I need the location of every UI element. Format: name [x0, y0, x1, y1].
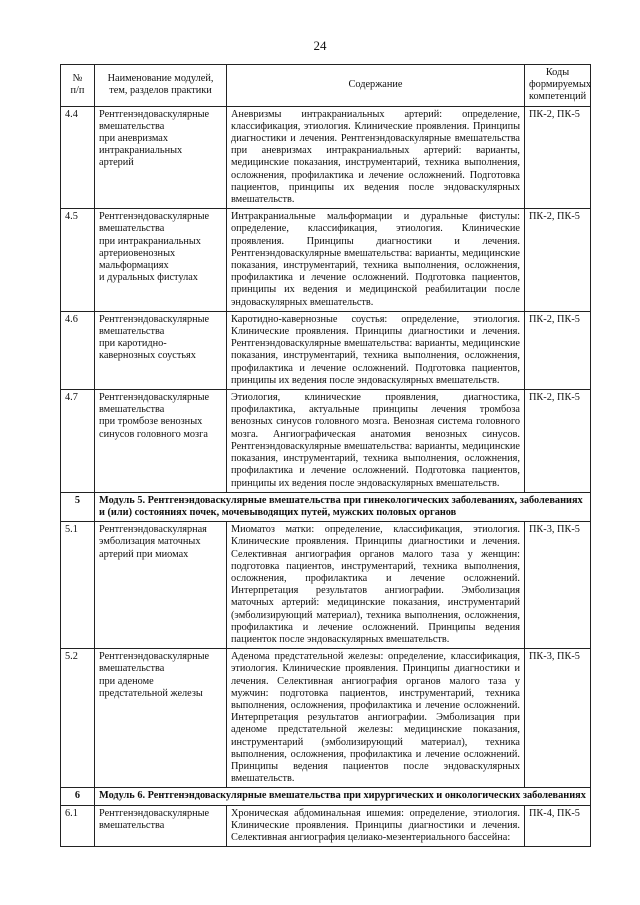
table-row: [61, 805, 591, 847]
module-number: 6: [61, 788, 95, 805]
table-row: [61, 106, 591, 209]
curriculum-table: [60, 64, 591, 847]
page-number: 24: [313, 38, 327, 53]
table-row: [61, 311, 591, 389]
competency-codes: ПК-3, ПК-5: [525, 522, 591, 649]
topic-name: Рентгенэндоваскулярные вмешательства при аневризмах интракраниальных артерий: [95, 106, 227, 209]
competency-codes: ПК-2, ПК-5: [525, 390, 591, 493]
topic-name: Рентгенэндоваскулярные вмешательства: [95, 805, 227, 847]
table-body: [61, 106, 591, 847]
table-header-row: [61, 65, 591, 107]
topic-name: Рентгенэндоваскулярные вмешательства при каротидно- кавернозных соустьях: [95, 311, 227, 389]
table-row: [61, 649, 591, 788]
module-title: Модуль 6. Рентгенэндоваскулярные вмешательства при хирургических и онкологических заболеваниях: [95, 788, 591, 805]
module-title: Модуль 5. Рентгенэндоваскулярные вмешательства при гинекологических заболеваниях, заболеваниях и (или) состояниях почек, мочевыводящих путей, мужских половых органов: [95, 492, 591, 521]
topic-name: Рентгенэндоваскулярные вмешательства при аденоме предстательной железы: [95, 649, 227, 788]
topic-content: Этиология, клинические проявления, диагностика, профилактика, актуальные принципы лечения тромбоза венозных синусов головного мозга. Венозная система головного мозга. Ангиографическая анатомия венозных синусов. Рентгенэндоваскулярные вмешательства: варианты, медицинские показания, инструментарий, техника выполнения, осложнения, профилактика и лечение осложнений. Подготовка пациентов, принципы их ведения после эндоваскулярных вмешательств.: [227, 390, 525, 493]
topic-name: Рентгенэндоваскулярная эмболизация маточных артерий при миомах: [95, 522, 227, 649]
header-codes: Коды формируемых компетенций: [525, 65, 591, 107]
competency-codes: ПК-2, ПК-5: [525, 311, 591, 389]
table-row: [61, 390, 591, 493]
module-number: 5: [61, 492, 95, 521]
row-number: 4.6: [61, 311, 95, 389]
topic-name: Рентгенэндоваскулярные вмешательства при тромбозе венозных синусов головного мозга: [95, 390, 227, 493]
row-number: 5.2: [61, 649, 95, 788]
module-row: [61, 492, 591, 521]
competency-codes: ПК-4, ПК-5: [525, 805, 591, 847]
competency-codes: ПК-2, ПК-5: [525, 106, 591, 209]
header-name: Наименование модулей, тем, разделов практики: [95, 65, 227, 107]
row-number: 6.1: [61, 805, 95, 847]
header-content: Содержание: [227, 65, 525, 107]
module-row: [61, 788, 591, 805]
competency-codes: ПК-2, ПК-5: [525, 209, 591, 312]
table-row: [61, 522, 591, 649]
topic-content: Интракраниальные мальформации и дуральные фистулы: определение, классификация, этиология. Клинические проявления. Принципы диагностики и лечения. Рентгенэндоваскулярные вмешательства: варианты, медицинские показания, инструментарий, техника выполнения, осложнения, профилактика и лечение осложнений. Подготовка пациентов, принципы их ведения и медицинской реабилитации после эндоваскулярных вмешательств.: [227, 209, 525, 312]
row-number: 4.4: [61, 106, 95, 209]
competency-codes: ПК-3, ПК-5: [525, 649, 591, 788]
row-number: 4.7: [61, 390, 95, 493]
topic-name: Рентгенэндоваскулярные вмешательства при интракраниальных артериовенозных мальформациях и дуральных фистулах: [95, 209, 227, 312]
row-number: 4.5: [61, 209, 95, 312]
topic-content: Каротидно-кавернозные соустья: определение, этиология. Клинические проявления. Принципы диагностики и лечения. Рентгенэндоваскулярные вмешательства: варианты, медицинские показания, инструментарий, техника выполнения, осложнения, профилактика и лечение осложнений. Подготовка пациентов, принципы их ведения после эндоваскулярных вмешательств.: [227, 311, 525, 389]
topic-content: Миоматоз матки: определение, классификация, этиология. Клинические проявления. Принципы диагностики и лечения. Селективная ангиография органов малого таза у женщин: подготовка пациентов, инструментарий, техника выполнения, осложнения, профилактика и лечение осложнений. Интерпретация результатов ангиографии. Эмболизация маточных артерий: медицинские показания, инструментарий (эмболизирующий материал), техника выполнения, осложнения, профилактика и лечение осложнений. Принципы ведения пациенток после эндоваскулярных вмешательств.: [227, 522, 525, 649]
row-number: 5.1: [61, 522, 95, 649]
header-num: № п/п: [61, 65, 95, 107]
topic-content: Хроническая абдоминальная ишемия: определение, этиология. Клинические проявления. Принципы диагностики и лечения. Селективная ангиография целиако-мезентериального бассейна:: [227, 805, 525, 847]
table-row: [61, 209, 591, 312]
topic-content: Аневризмы интракраниальных артерий: определение, классификация, этиология. Клинические проявления. Принципы диагностики и лечения. Рентгенэндоваскулярные вмешательства при аневризмах интракраниальных артерий: варианты, медицинские показания, инструментарий, техника выполнения, осложнения, профилактика и лечение осложнений. Подготовка пациентов, принципы их ведения после эндоваскулярных вмешательств.: [227, 106, 525, 209]
topic-content: Аденома предстательной железы: определение, классификация, этиология. Клинические проявления. Принципы диагностики и лечения. Селективная ангиография органов малого таза у мужчин: подготовка пациентов, инструментарий, техника выполнения, осложнения, профилактика и лечение осложнений. Интерпретация результатов ангиографии. Эмболизация при аденоме предстательной железы: медицинские показания, инструментарий (эмболизирующий материал), техника выполнения, осложнения, профилактика и лечение осложнений. Принципы ведения пациентов после эндоваскулярных вмешательств.: [227, 649, 525, 788]
